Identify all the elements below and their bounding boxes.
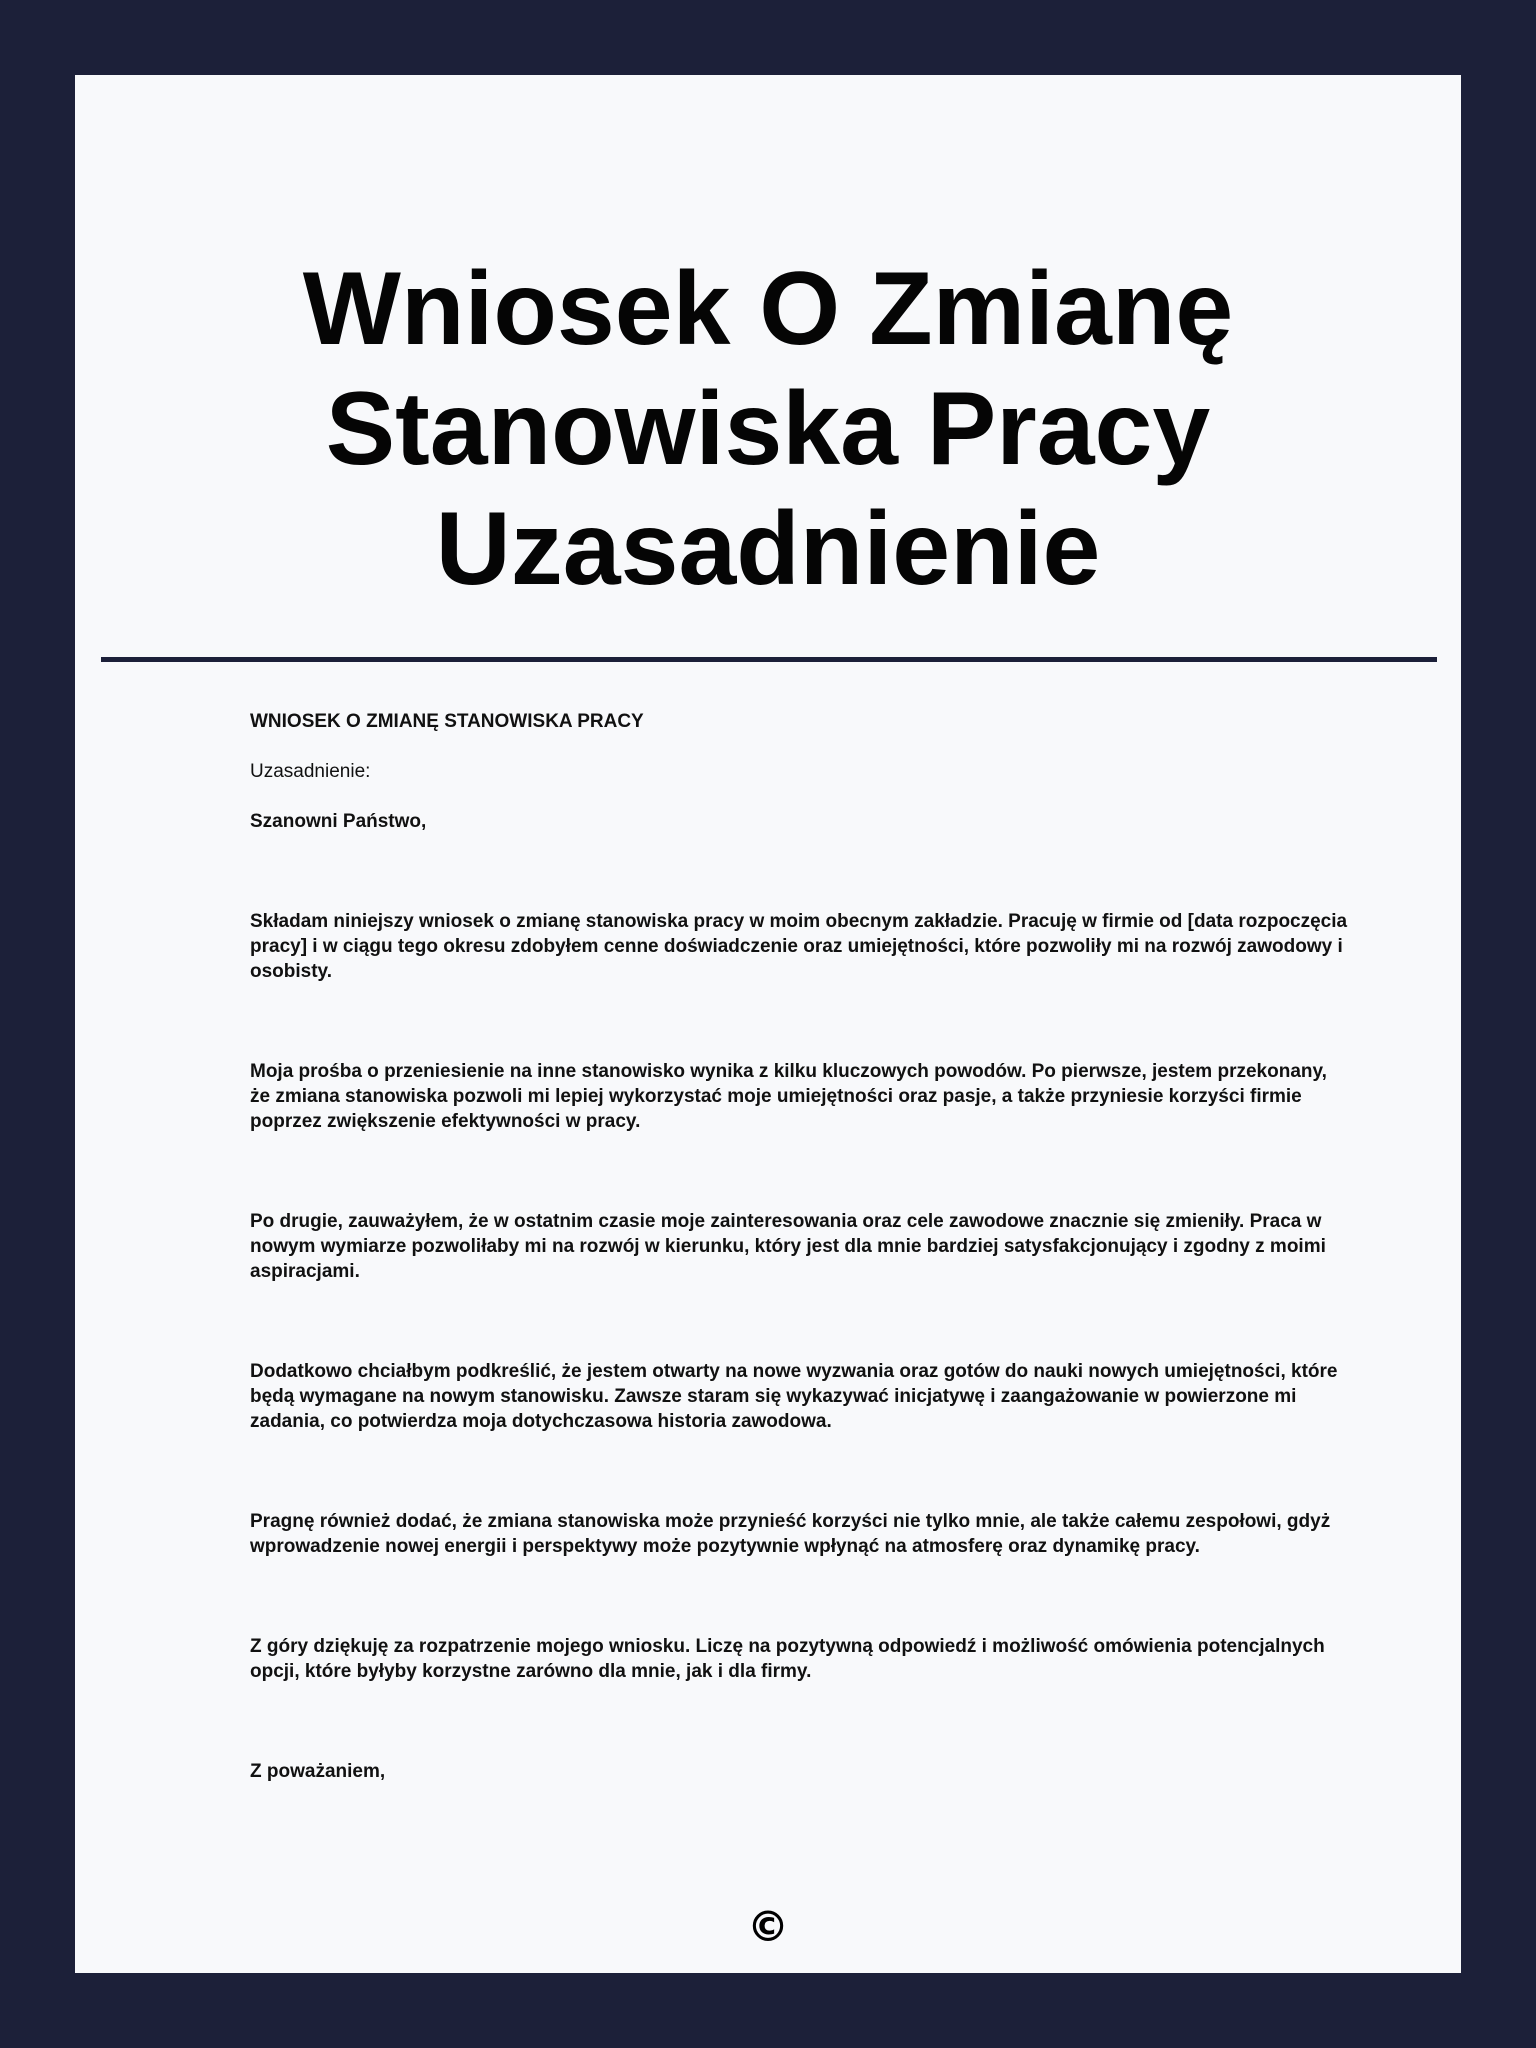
title-divider bbox=[101, 657, 1437, 662]
letter-heading: WNIOSEK O ZMIANĘ STANOWISKA PRACY bbox=[250, 711, 644, 732]
closing: Z poważaniem, bbox=[250, 1761, 386, 1782]
justification-label bbox=[250, 759, 1350, 784]
page-title bbox=[75, 249, 1461, 609]
title-line-3: Uzasadnienie bbox=[435, 491, 1101, 607]
title-line-2: Stanowiska Pracy bbox=[325, 371, 1211, 487]
paragraph-2: Moja prośba o przeniesienie na inne stanowisko wynika z kilku kluczowych powodów. Po pierwsze, jestem przekonany, że zmiana stanowiska pozwoli mi lepiej wykorzystać moje umiejętności oraz pasje, a także przyniesie korzyści firmie poprzez zwiększenie efektywności w pracy. bbox=[250, 1061, 1327, 1132]
copyright-symbol: © bbox=[747, 1902, 789, 1951]
title-line-1: Wniosek O Zmianę bbox=[302, 251, 1234, 367]
justification-label-text: Uzasadnienie: bbox=[250, 761, 371, 782]
paragraph-5: Pragnę również dodać, że zmiana stanowiska może przynieść korzyści nie tylko mnie, ale także całemu zespołowi, gdyż wprowadzenie nowej energii i perspektywy może pozytywnie wpłynąć na atmosferę oraz dynamikę pracy. bbox=[250, 1511, 1331, 1557]
paragraph-1: Składam niniejszy wniosek o zmianę stanowiska pracy w moim obecnym zakładzie. Pracuję w firmie od [data rozpoczęcia pracy] i w ciągu tego okresu zdobyłem cenne doświadczenie oraz umiejętności, które pozwoliły mi na rozwój zawodowy i osobisty. bbox=[250, 911, 1348, 982]
paragraph-4: Dodatkowo chciałbym podkreślić, że jestem otwarty na nowe wyzwania oraz gotów do nauki nowych umiejętności, które będą wymagane na nowym stanowisku. Zawsze staram się wykazywać inicjatywę i zaangażowanie w powierzone mi zadania, co potwierdza moja dotychczasowa historia zawodowa. bbox=[250, 1361, 1338, 1432]
salutation: Szanowni Państwo, bbox=[250, 811, 427, 832]
document-page bbox=[75, 75, 1461, 1973]
letter-body bbox=[250, 709, 1350, 1784]
paragraph-3: Po drugie, zauważyłem, że w ostatnim czasie moje zainteresowania oraz cele zawodowe znacznie się zmieniły. Praca w nowym wymiarze pozwoliłaby mi na rozwój w kierunku, który jest dla mnie bardziej satysfakcjonujący i zgodny z moimi aspiracjami. bbox=[250, 1211, 1326, 1282]
paragraph-6: Z góry dziękuję za rozpatrzenie mojego wniosku. Liczę na pozytywną odpowiedź i możliwość omówienia potencjalnych opcji, które byłyby korzystne zarówno dla mnie, jak i dla firmy. bbox=[250, 1636, 1325, 1682]
